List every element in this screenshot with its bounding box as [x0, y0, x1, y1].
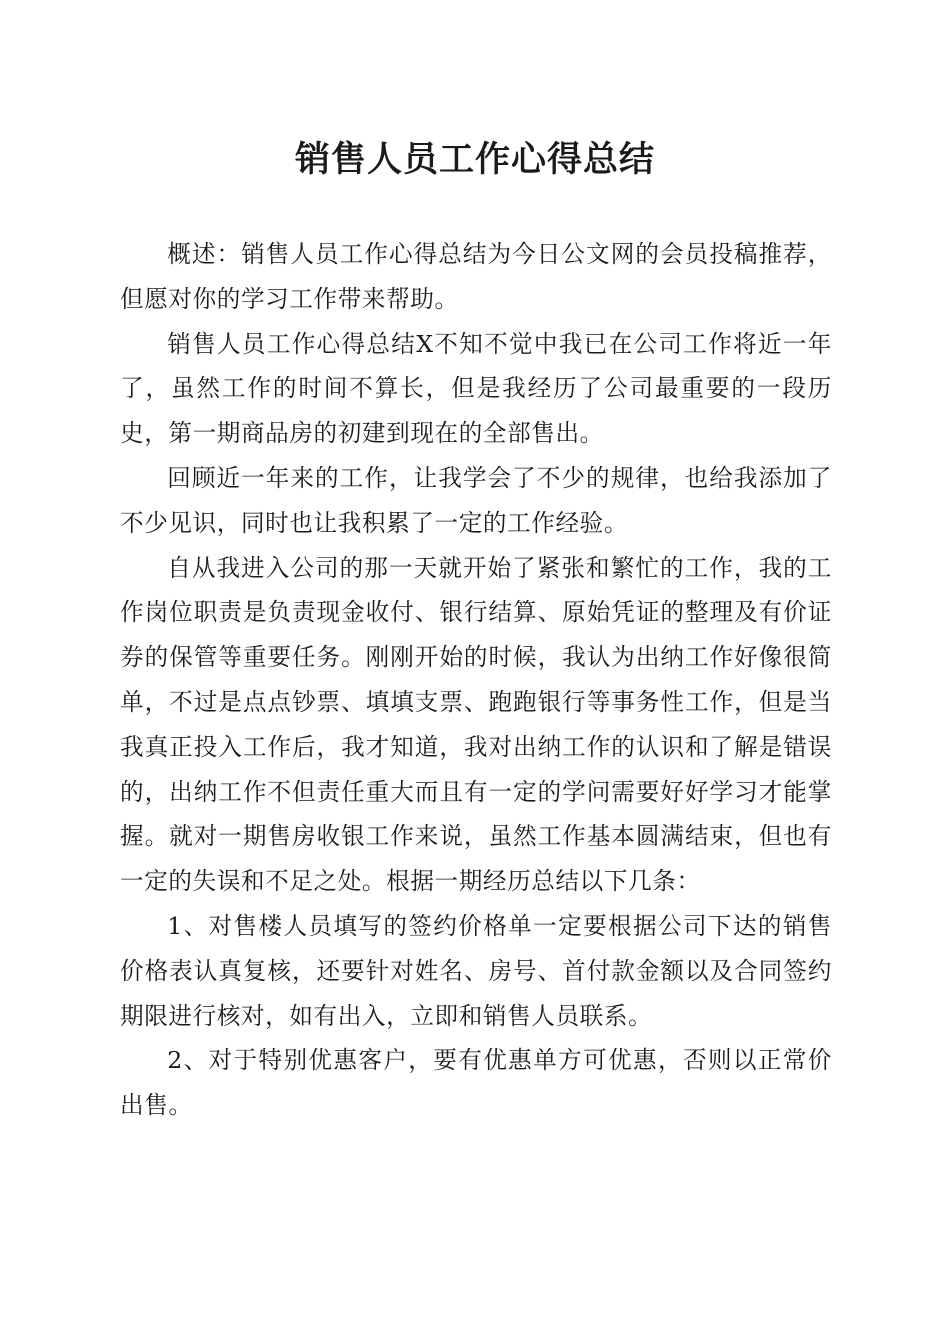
paragraph-intro: 销售人员工作心得总结X不知不觉中我已在公司工作将近一年了，虽然工作的时间不算长，但是我经历了公司最重要的一段历史，第一期商品房的初建到现在的全部售出。	[120, 329, 832, 448]
document-title: 销售人员工作心得总结	[294, 139, 655, 180]
paragraph-review: 回顾近一年来的工作，让我学会了不少的规律，也给我添加了不少见识，同时也让我积累了一定的工作经验。	[120, 463, 832, 537]
paragraph-point-2: 2、对于特别优惠客户，要有优惠单方可优惠，否则以正常价出售。	[120, 1046, 832, 1120]
paragraph-point-1: 1、对售楼人员填写的签约价格单一定要根据公司下达的销售价格表认真复核，还要针对姓名、房号、首付款金额以及合同签约期限进行核对，如有出入，立即和销售人员联系。	[120, 911, 832, 1030]
paragraph-duties: 自从我进入公司的那一天就开始了紧张和繁忙的工作，我的工作岗位职责是负责现金收付、银行结算、原始凭证的整理及有价证券的保管等重要任务。刚刚开始的时候，我认为出纳工作好像很简单，不过是点点钞票、填填支票、跑跑银行等事务性工作，但是当我真正投入工作后，我才知道，我对出纳工作的认识和了解是错误的，出纳工作不但责任重大而且有一定的学问需要好好学习才能掌握。就对一期售房收银工作来说，虽然工作基本圆满结束，但也有一定的失误和不足之处。根据一期经历总结以下几条：	[120, 553, 832, 896]
document-body	[120, 232, 832, 1128]
paragraph-summary: 概述：销售人员工作心得总结为今日公文网的会员投稿推荐，但愿对你的学习工作带来帮助。	[120, 240, 832, 313]
